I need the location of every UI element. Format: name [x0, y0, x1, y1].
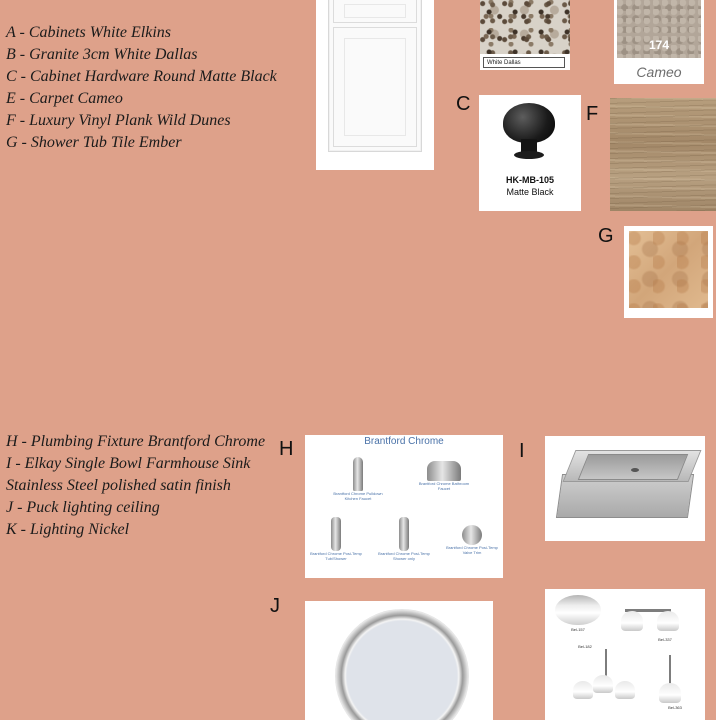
granite-texture	[480, 0, 570, 54]
spec-item: A - Cabinets White Elkins	[6, 24, 172, 41]
carpet-name: Cameo	[636, 64, 682, 80]
valve-trim	[445, 525, 499, 555]
letter-i: I	[519, 440, 525, 462]
spec-item: F - Luxury Vinyl Plank Wild Dunes	[6, 112, 231, 129]
carpet-number: 174	[648, 38, 670, 52]
letter-j: J	[270, 595, 280, 617]
letter-c: C	[456, 93, 471, 115]
spec-list-top	[6, 22, 277, 154]
light-label: Bel-182	[578, 644, 592, 649]
chandelier-icon	[573, 681, 593, 699]
faucet-icon	[427, 461, 461, 481]
fixture-label: Brantford Chrome Bathroom Faucet	[418, 481, 470, 491]
fixture-label: Brantford Chrome Pulldown Kitchen Faucet	[333, 491, 383, 501]
flush-mount-icon	[555, 595, 601, 625]
vinyl-plank-swatch	[610, 98, 716, 211]
shower-icon	[331, 517, 341, 551]
pendant-icon	[659, 683, 681, 703]
letter-h: H	[279, 438, 294, 460]
knob-finish: Matte Black	[506, 187, 554, 197]
spec-item: H - Plumbing Fixture Brantford Chrome	[6, 433, 266, 450]
vanity-light-icon	[621, 611, 643, 631]
carpet-swatch	[614, 0, 704, 84]
puck-light-image	[305, 601, 493, 720]
light-label: Bel-157	[571, 627, 585, 632]
lighting-nickel-card	[545, 589, 705, 720]
puck-light-icon	[335, 609, 469, 720]
tub-shower-set	[309, 517, 363, 561]
knob-code: HK-MB-105	[505, 175, 554, 185]
shower-icon	[399, 517, 409, 551]
shower-only-set	[377, 517, 431, 561]
cabinet-knob-card	[479, 95, 581, 211]
fixture-label: Brantford Chrome Posi-Temp Shower only	[378, 551, 430, 561]
spec-item: K - Lighting Nickel	[6, 521, 130, 538]
spec-item: E - Carpet Cameo	[6, 90, 123, 107]
light-label: Bel-363	[668, 705, 682, 710]
valve-icon	[462, 525, 482, 545]
granite-label: White Dallas	[483, 57, 565, 68]
kitchen-faucet	[333, 457, 383, 501]
farmhouse-sink-image	[545, 436, 705, 541]
spec-list-bottom	[6, 431, 265, 541]
plumbing-fixtures-card	[305, 435, 503, 578]
shower-tile-swatch	[624, 226, 713, 318]
spec-item: Stainless Steel polished satin finish	[6, 477, 231, 494]
granite-swatch	[480, 0, 570, 70]
cabinet-door-image	[316, 0, 434, 170]
letter-g: G	[598, 225, 614, 247]
fixture-label: Brantford Chrome Posi-Temp Tub/Shower	[310, 551, 362, 561]
spec-item: I - Elkay Single Bowl Farmhouse Sink	[6, 455, 251, 472]
letter-f: F	[586, 103, 599, 125]
spec-item: G - Shower Tub Tile Ember	[6, 134, 182, 151]
spec-item: J - Puck lighting ceiling	[6, 499, 160, 516]
spec-item: B - Granite 3cm White Dallas	[6, 46, 198, 63]
light-label: Bel-337	[658, 637, 672, 642]
plumbing-title: Brantford Chrome	[364, 436, 444, 447]
faucet-icon	[353, 457, 363, 491]
fixture-label: Brantford Chrome Posi-Temp Valve Trim	[446, 545, 498, 555]
spec-item: C - Cabinet Hardware Round Matte Black	[6, 68, 277, 85]
drain-icon	[631, 468, 639, 472]
bathroom-faucet	[417, 461, 471, 491]
knob-icon	[503, 103, 555, 143]
